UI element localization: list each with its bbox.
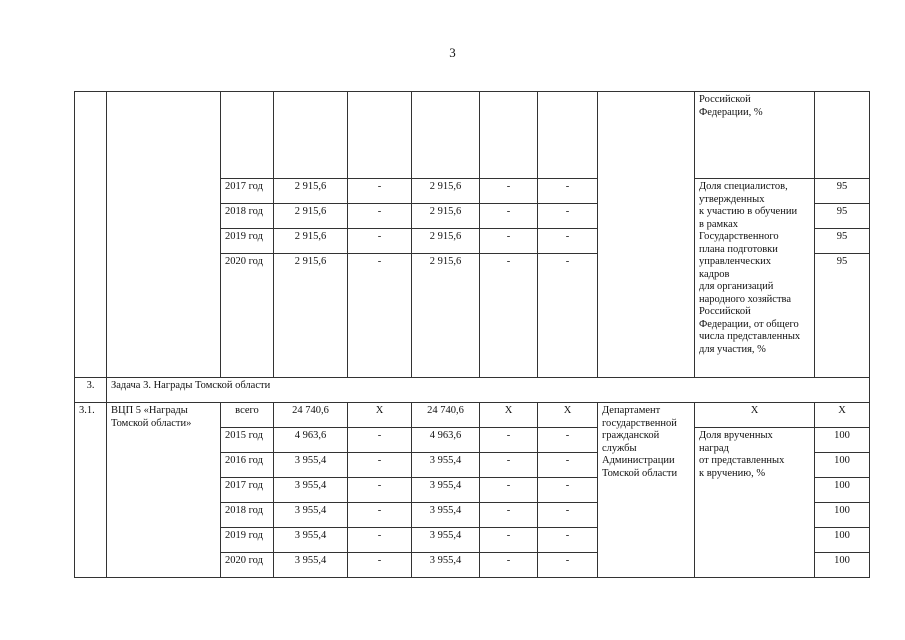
federal-cell: - [348,428,412,453]
target-cell: 95 [815,254,870,378]
page-number: 3 [449,45,456,60]
federal-cell: - [348,453,412,478]
local-cell: - [480,553,538,578]
other-cell: - [538,453,598,478]
other-cell: - [538,478,598,503]
target-cell: Х [815,403,870,428]
regional-cell: 3 955,4 [412,553,480,578]
total-cell: 3 955,4 [274,553,348,578]
task-number: 3. [75,378,107,403]
indicator-cell: Х [695,403,815,428]
local-cell: Х [480,403,538,428]
local-cell: - [480,453,538,478]
federal-cell: - [348,503,412,528]
federal-cell: - [348,204,412,229]
total-cell: 2 915,6 [274,204,348,229]
regional-cell: 3 955,4 [412,453,480,478]
federal-cell: - [348,478,412,503]
target-cell: 100 [815,478,870,503]
federal-cell: Х [348,403,412,428]
local-cell: - [480,179,538,204]
other-cell: - [538,553,598,578]
other-cell: - [538,254,598,378]
num-cell [75,92,107,378]
total-cell: 2 915,6 [274,179,348,204]
name-cell [107,92,221,378]
total-cell: 3 955,4 [274,528,348,553]
regional-cell: 3 955,4 [412,478,480,503]
other-cell: - [538,229,598,254]
total-cell: 3 955,4 [274,478,348,503]
federal-cell: - [348,254,412,378]
regional-cell: 24 740,6 [412,403,480,428]
year-cell: 2020 год [221,254,274,378]
regional-cell: 4 963,6 [412,428,480,453]
total-cell: 3 955,4 [274,503,348,528]
target-cell: 100 [815,428,870,453]
regional-cell: 3 955,4 [412,503,480,528]
federal-cell: - [348,229,412,254]
federal-cell: - [348,179,412,204]
local-cell: - [480,229,538,254]
year-cell: 2015 год [221,428,274,453]
regional-cell: 3 955,4 [412,528,480,553]
task-row [75,378,870,403]
total-cell: 2 915,6 [274,254,348,378]
continuation-row [75,92,870,179]
year-cell: 2019 год [221,229,274,254]
executor-cell: Департамент государственной гражданской службы Администрации Томской области [598,403,695,578]
vcp-name: ВЦП 5 «Награды Томской области» [107,403,221,578]
federal-cell: - [348,528,412,553]
other-cell: Х [538,403,598,428]
year-cell: 2017 год [221,179,274,204]
target-cell: 100 [815,528,870,553]
indicator-tail: Российской Федерации, % [695,92,815,179]
program-table [74,91,870,578]
local-cell: - [480,204,538,229]
target-cell: 100 [815,503,870,528]
target-cell: 95 [815,179,870,204]
year-cell: 2018 год [221,204,274,229]
year-cell: 2017 год [221,478,274,503]
indicator-cell: Доля врученных наград от представленных к вручению, % [695,428,815,578]
regional-cell: 2 915,6 [412,229,480,254]
year-cell: 2018 год [221,503,274,528]
other-cell: - [538,528,598,553]
total-cell: 3 955,4 [274,453,348,478]
other-cell: - [538,179,598,204]
target-cell: 100 [815,553,870,578]
regional-cell: 2 915,6 [412,179,480,204]
total-cell: 24 740,6 [274,403,348,428]
indicator-cell: Доля специалистов, утвержденных к участию в обучении в рамках Государственного плана подготовки управленческих кадров для организаций народного хозяйства Российской Федерации, от общего числа представленных для участия, % [695,179,815,378]
federal-cell: - [348,553,412,578]
other-cell: - [538,428,598,453]
year-cell: 2016 год [221,453,274,478]
local-cell: - [480,503,538,528]
executor-cell [598,92,695,378]
total-cell: 2 915,6 [274,229,348,254]
local-cell: - [480,254,538,378]
total-cell: 4 963,6 [274,428,348,453]
year-cell: 2020 год [221,553,274,578]
year-cell: 2019 год [221,528,274,553]
local-cell: - [480,428,538,453]
other-cell: - [538,503,598,528]
vcp-total-row [75,403,870,428]
vcp-number: 3.1. [75,403,107,578]
regional-cell: 2 915,6 [412,254,480,378]
target-cell: 100 [815,453,870,478]
target-cell: 95 [815,229,870,254]
local-cell: - [480,478,538,503]
task-title: Задача 3. Награды Томской области [107,378,870,403]
other-cell: - [538,204,598,229]
local-cell: - [480,528,538,553]
regional-cell: 2 915,6 [412,204,480,229]
target-cell: 95 [815,204,870,229]
year-cell: всего [221,403,274,428]
